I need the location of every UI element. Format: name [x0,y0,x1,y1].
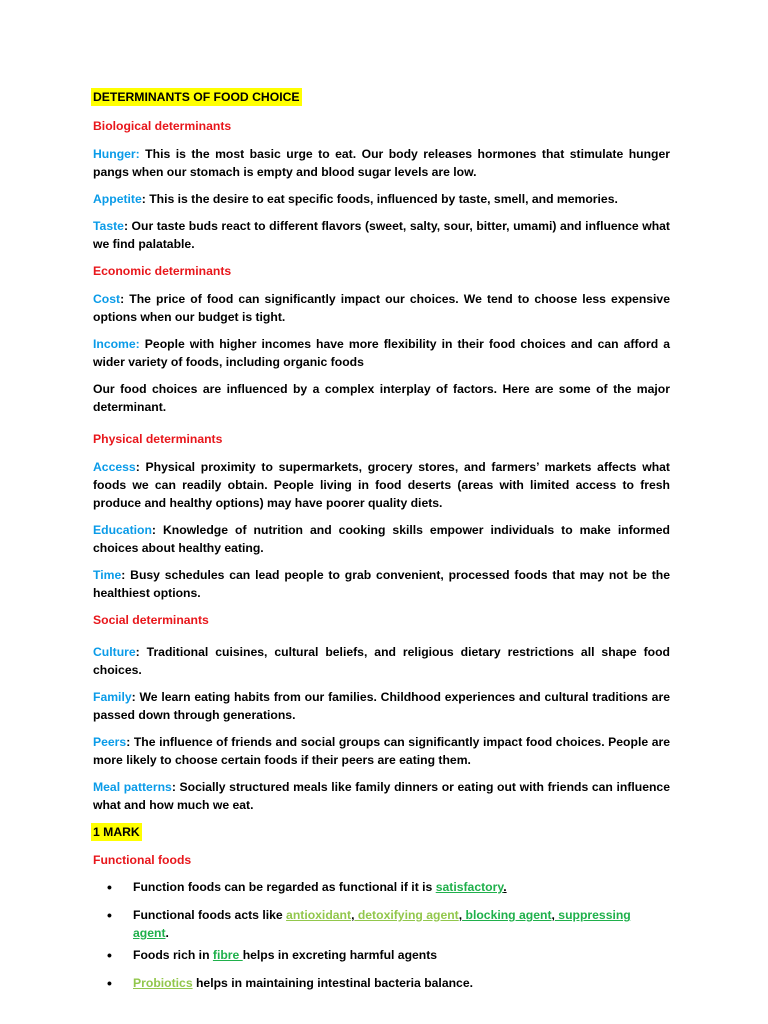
paragraph-cost [93,290,670,326]
section-heading-social: Social determinants [93,613,209,627]
paragraph-peers [93,733,670,769]
term-hunger: Hunger: [93,147,140,161]
text-peers: : The influence of friends and social groups can significantly impact food choices. People are more likely to choose certain foods if their peers are eating them. [93,735,670,767]
functional-foods-list [93,878,670,992]
bullet-text: Functional foods acts like [133,908,287,922]
text-time: : Busy schedules can lead people to grab convenient, processed foods that may not be the healthiest options. [93,568,670,600]
text-access: : Physical proximity to supermarkets, grocery stores, and farmers’ markets affects what foods we can readily obtain. People living in food deserts (areas with limited access to fresh produce and healthy options) may have poorer quality diets. [93,460,670,510]
keyword-detoxifying-agent: detoxifying agent [354,908,459,922]
paragraph-meal-patterns [93,778,670,814]
term-income: Income: [93,337,140,351]
section-heading-economic: Economic determinants [93,264,232,278]
bullet-end: . [165,926,169,940]
term-taste: Taste [93,219,124,233]
term-peers: Peers [93,735,127,749]
term-appetite: Appetite [93,192,142,206]
term-access: Access [93,460,136,474]
text-hunger: This is the most basic urge to eat. Our body releases hormones that stimulate hunger pangs when our stomach is empty and blood sugar levels are low. [93,147,670,179]
bullet-text: Foods rich in [133,948,213,962]
keyword-antioxidant: antioxidant [286,908,352,922]
paragraph-hunger [93,145,670,181]
paragraph-appetite [93,190,670,208]
section-heading-functional: Functional foods [93,853,192,867]
bullet-text: Function foods can be regarded as functional if it is [133,880,436,894]
document-body [93,88,670,1002]
list-item [93,878,670,896]
list-item [93,906,670,942]
term-education: Education [93,523,152,537]
text-income: People with higher incomes have more flexibility in their food choices and can afford a wider variety of foods, including organic foods [93,337,670,369]
paragraph-education [93,521,670,557]
bullet-end: . [503,880,507,894]
text-taste: : Our taste buds react to different flavors (sweet, salty, sour, bitter, umami) and influence what we find palatable. [93,219,670,251]
paragraph-taste [93,217,670,253]
keyword-suppressing-agent: suppressing agent [133,908,631,940]
bullet-text-end: helps in excreting harmful agents [242,948,438,962]
text-education: : Knowledge of nutrition and cooking skills empower individuals to make informed choices about healthy eating. [93,523,670,555]
term-family: Family [93,690,132,704]
term-meal-patterns: Meal patterns [93,780,172,794]
paragraph-intro-note: Our food choices are influenced by a complex interplay of factors. Here are some of the major determinant. [93,382,670,414]
text-cost: : The price of food can significantly impact our choices. We tend to choose less expensive options when our budget is tight. [93,292,670,324]
text-family: : We learn eating habits from our families. Childhood experiences and cultural traditions are passed down through generations. [93,690,670,722]
document-title: DETERMINANTS OF FOOD CHOICE [93,90,300,104]
separator: , [551,908,555,922]
section-heading-physical: Physical determinants [93,432,223,446]
paragraph-income [93,335,670,371]
separator: , [351,908,355,922]
text-appetite: : This is the desire to eat specific foods, influenced by taste, smell, and memories. [141,192,618,206]
keyword-satisfactory: satisfactory [435,880,504,894]
paragraph-access [93,458,670,512]
paragraph-family [93,688,670,724]
term-time: Time [93,568,122,582]
list-item [93,974,670,992]
bullet-text-end: helps in maintaining intestinal bacteria balance. [192,976,473,990]
keyword-fibre: fibre [212,948,243,962]
term-culture: Culture [93,645,136,659]
mark-label: 1 MARK [93,825,140,839]
separator: , [458,908,463,922]
section-heading-biological: Biological determinants [93,119,232,133]
keyword-blocking-agent: blocking agent [462,908,552,922]
keyword-probiotics: Probiotics [133,976,193,990]
text-culture: : Traditional cuisines, cultural beliefs, and religious dietary restrictions all shape food choices. [93,645,670,677]
paragraph-time [93,566,670,602]
text-meal-patterns: : Socially structured meals like family dinners or eating out with friends can influence what and how much we eat. [93,780,670,812]
list-item [93,946,670,964]
paragraph-culture [93,643,670,679]
term-cost: Cost [93,292,121,306]
